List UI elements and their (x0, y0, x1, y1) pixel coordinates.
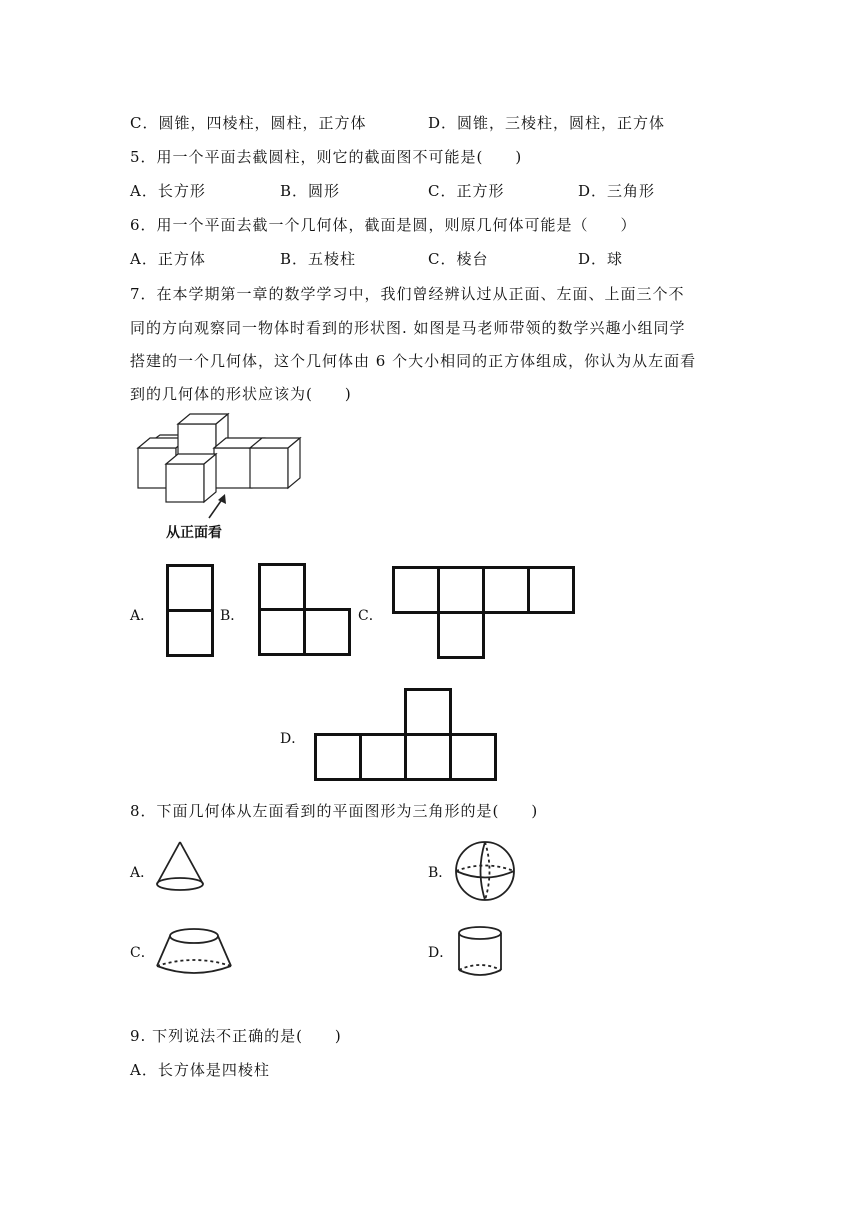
q4-option-d: D．圆锥，三棱柱，圆柱，正方体 (428, 114, 666, 132)
cylinder-icon (456, 924, 504, 980)
q7-label-d: D． (280, 731, 306, 747)
q7-option-c-figure (392, 566, 576, 660)
q7-stem-line1: 7．在本学期第一章的数学学习中，我们曾经辨认过从正面、左面、上面三个不 (130, 285, 685, 303)
q7-stem-line4: 到的几何体的形状应该为( ) (130, 385, 352, 403)
q9-option-a: A．长方体是四棱柱 (130, 1061, 270, 1079)
cone-icon (154, 840, 206, 896)
q7-option-b-figure (258, 563, 352, 657)
q7-stem-line3: 搭建的一个几何体，这个几何体由 6 个大小相同的正方体组成，你认为从左面看 (130, 352, 697, 370)
q6-option-c: C．棱台 (428, 250, 489, 268)
q8-stem: 8．下面几何体从左面看到的平面图形为三角形的是( ) (130, 802, 539, 820)
q5-option-c: C．正方形 (428, 182, 505, 200)
q6-stem: 6．用一个平面去截一个几何体，截面是圆，则原几何体可能是（ ） (130, 216, 637, 234)
sphere-icon (454, 840, 516, 902)
q7-stem-line2: 同的方向观察同一物体时看到的形状图. 如图是马老师带领的数学兴趣小组同学 (130, 319, 686, 337)
q7-figure-caption: 从正面看 (166, 525, 222, 541)
q7-option-d-figure (314, 688, 498, 782)
q8-label-b: B． (428, 865, 453, 881)
q9-stem: 9. 下列说法不正确的是( ) (130, 1027, 342, 1045)
q8-label-a: A． (130, 865, 155, 881)
q5-option-b: B．圆形 (280, 182, 341, 200)
q6-option-d: D．球 (578, 250, 624, 268)
q6-option-a: A．正方体 (130, 250, 206, 268)
q4-option-c: C．圆锥，四棱柱，圆柱，正方体 (130, 114, 367, 132)
q5-option-a: A．长方形 (130, 182, 206, 200)
frustum-icon (154, 926, 234, 978)
q5-option-d: D．三角形 (578, 182, 656, 200)
q8-label-d: D． (428, 945, 454, 961)
q7-label-b: B． (220, 608, 245, 624)
q7-label-a: A． (130, 608, 155, 624)
q7-option-a-figure (166, 564, 214, 658)
q6-option-b: B．五棱柱 (280, 250, 357, 268)
q7-view-arrow (205, 492, 235, 522)
q8-label-c: C． (130, 945, 155, 961)
q7-label-c: C． (358, 608, 383, 624)
q5-stem: 5．用一个平面去截圆柱，则它的截面图不可能是( ) (130, 148, 523, 166)
